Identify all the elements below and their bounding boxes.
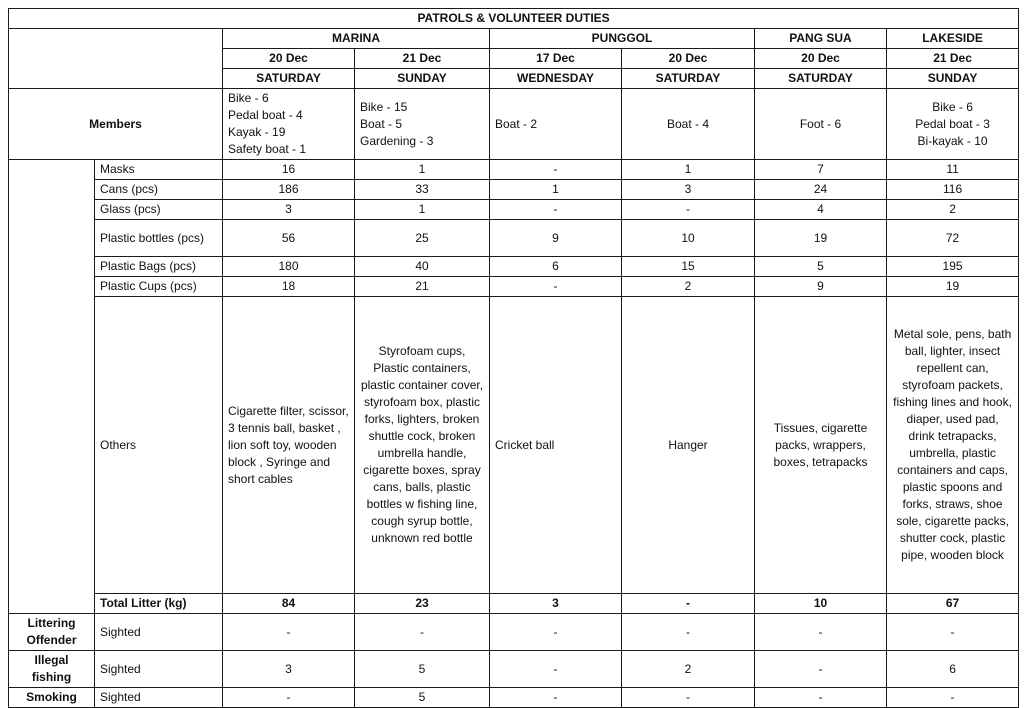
litter-value: 19 [887, 277, 1019, 297]
offender-value: - [490, 614, 622, 651]
offender-value: - [622, 614, 755, 651]
members-cell: Boat - 2 [490, 89, 622, 160]
litter-value: 3 [622, 180, 755, 200]
litter-value: 9 [490, 220, 622, 257]
total-value: 84 [223, 594, 355, 614]
offender-label: Sighted [95, 688, 223, 708]
day-header: SATURDAY [223, 69, 355, 89]
day-header: SATURDAY [755, 69, 887, 89]
litter-value: - [490, 200, 622, 220]
offender-value: - [755, 651, 887, 688]
litter-label: Glass (pcs) [95, 200, 223, 220]
offender-value: - [755, 688, 887, 708]
offender-category: Smoking [9, 688, 95, 708]
litter-row [9, 180, 1019, 200]
litter-value: 16 [223, 160, 355, 180]
litter-value: - [622, 200, 755, 220]
litter-value: 180 [223, 257, 355, 277]
offender-value: 6 [887, 651, 1019, 688]
offender-value: 5 [355, 651, 490, 688]
litter-row [9, 220, 1019, 257]
offender-label: Sighted [95, 614, 223, 651]
offender-row [9, 614, 1019, 651]
total-value: 3 [490, 594, 622, 614]
litter-value: 195 [887, 257, 1019, 277]
members-cell: Boat - 4 [622, 89, 755, 160]
litter-value: 1 [355, 200, 490, 220]
members-cell: Foot - 6 [755, 89, 887, 160]
offender-row [9, 651, 1019, 688]
date-header: 20 Dec [622, 49, 755, 69]
litter-label: Plastic Bags (pcs) [95, 257, 223, 277]
offender-value: - [755, 614, 887, 651]
litter-label: Masks [95, 160, 223, 180]
litter-value: 25 [355, 220, 490, 257]
offender-value: 3 [223, 651, 355, 688]
litter-value: 1 [622, 160, 755, 180]
others-row [9, 297, 1019, 594]
others-cell: Metal sole, pens, bath ball, lighter, insect repellent can, styrofoam packets, fishing lines and hook, diaper, used pad, drink tetrapacks, umbrella, plastic containers and caps, plastic spoons and forks, straws, shoe sole, cigarette packs, shutter cock, plastic pipe, wooden block [887, 297, 1019, 594]
title-row [9, 9, 1019, 29]
litter-value: 9 [755, 277, 887, 297]
litter-row [9, 257, 1019, 277]
others-cell: Hanger [622, 297, 755, 594]
offender-value: - [223, 614, 355, 651]
litter-value: 1 [490, 180, 622, 200]
litter-label: Plastic bottles (pcs) [95, 220, 223, 257]
location-header: LAKESIDE [887, 29, 1019, 49]
members-row [9, 89, 1019, 160]
litter-value: 2 [622, 277, 755, 297]
offender-row [9, 688, 1019, 708]
others-cell: Tissues, cigarette packs, wrappers, boxes, tetrapacks [755, 297, 887, 594]
litter-value: 186 [223, 180, 355, 200]
total-value: 23 [355, 594, 490, 614]
members-cell: Bike - 6 Pedal boat - 4 Kayak - 19 Safety boat - 1 [223, 89, 355, 160]
table-title: PATROLS & VOLUNTEER DUTIES [9, 9, 1019, 29]
litter-value: 116 [887, 180, 1019, 200]
total-row [9, 594, 1019, 614]
offender-value: - [223, 688, 355, 708]
offender-value: - [490, 688, 622, 708]
day-header: SUNDAY [887, 69, 1019, 89]
location-header: PUNGGOL [490, 29, 755, 49]
offender-value: 5 [355, 688, 490, 708]
litter-value: 40 [355, 257, 490, 277]
offender-value: - [622, 688, 755, 708]
litter-value: 72 [887, 220, 1019, 257]
offender-value: - [355, 614, 490, 651]
litter-value: 15 [622, 257, 755, 277]
total-value: - [622, 594, 755, 614]
others-cell: Cricket ball [490, 297, 622, 594]
location-row [9, 29, 1019, 49]
offender-value: 2 [622, 651, 755, 688]
litter-value: 5 [755, 257, 887, 277]
litter-value: 3 [223, 200, 355, 220]
date-header: 21 Dec [355, 49, 490, 69]
total-value: 10 [755, 594, 887, 614]
members-label: Members [9, 89, 223, 160]
litter-value: 19 [755, 220, 887, 257]
members-cell: Bike - 15 Boat - 5 Gardening - 3 [355, 89, 490, 160]
day-header: WEDNESDAY [490, 69, 622, 89]
litter-group-cell [9, 160, 95, 614]
others-cell: Cigarette filter, scissor, 3 tennis ball, basket , lion soft toy, wooden block , Syringe and short cables [223, 297, 355, 594]
litter-value: 6 [490, 257, 622, 277]
litter-label: Cans (pcs) [95, 180, 223, 200]
total-label: Total Litter (kg) [95, 594, 223, 614]
litter-row [9, 277, 1019, 297]
patrols-table [8, 8, 1019, 708]
litter-value: 11 [887, 160, 1019, 180]
header-corner [9, 29, 223, 89]
litter-value: 21 [355, 277, 490, 297]
location-header: MARINA [223, 29, 490, 49]
litter-value: 56 [223, 220, 355, 257]
offender-label: Sighted [95, 651, 223, 688]
litter-value: - [490, 277, 622, 297]
litter-label: Plastic Cups (pcs) [95, 277, 223, 297]
litter-value: 4 [755, 200, 887, 220]
offender-value: - [887, 688, 1019, 708]
offender-category: Illegal fishing [9, 651, 95, 688]
members-cell: Bike - 6 Pedal boat - 3 Bi-kayak - 10 [887, 89, 1019, 160]
offender-value: - [490, 651, 622, 688]
litter-value: 7 [755, 160, 887, 180]
litter-value: 18 [223, 277, 355, 297]
date-header: 20 Dec [223, 49, 355, 69]
offender-category: Littering Offender [9, 614, 95, 651]
others-cell: Styrofoam cups, Plastic containers, plastic container cover, styrofoam box, plastic forks, lighters, broken shuttle cock, broken umbrella handle, cigarette boxes, spray cans, balls, plastic bottles w fishing line, cough syrup bottle, unknown red bottle [355, 297, 490, 594]
litter-value: 24 [755, 180, 887, 200]
date-header: 20 Dec [755, 49, 887, 69]
litter-row [9, 200, 1019, 220]
date-header: 17 Dec [490, 49, 622, 69]
litter-value: 1 [355, 160, 490, 180]
litter-value: 10 [622, 220, 755, 257]
litter-value: 2 [887, 200, 1019, 220]
date-header: 21 Dec [887, 49, 1019, 69]
day-header: SUNDAY [355, 69, 490, 89]
location-header: PANG SUA [755, 29, 887, 49]
litter-value: - [490, 160, 622, 180]
others-label: Others [95, 297, 223, 594]
day-header: SATURDAY [622, 69, 755, 89]
total-value: 67 [887, 594, 1019, 614]
offender-value: - [887, 614, 1019, 651]
litter-value: 33 [355, 180, 490, 200]
litter-row [9, 160, 1019, 180]
